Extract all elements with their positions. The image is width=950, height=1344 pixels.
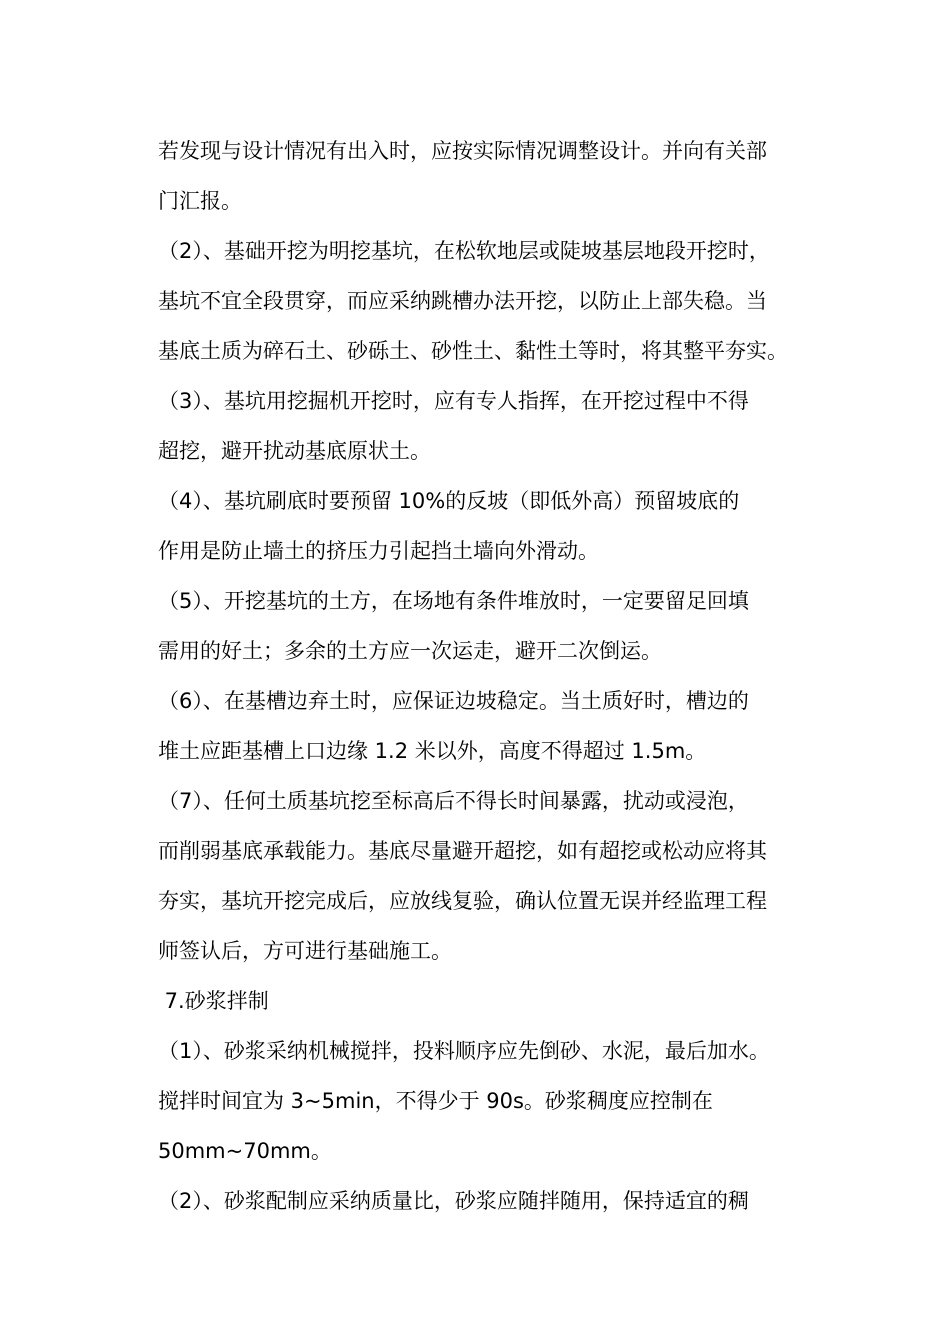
- text-line: 基坑不宜全段贯穿，而应采纳跳槽办法开挖，以防止上部失稳。当: [158, 289, 767, 313]
- text-line: （3）、基坑用挖掘机开挖时，应有专人指挥，在开挖过程中不得: [158, 389, 749, 413]
- text-line: 夯实，基坑开挖完成后，应放线复验，确认位置无误并经监理工程: [158, 889, 767, 913]
- text-line: 若发现与设计情况有出入时，应按实际情况调整设计。并向有关部: [158, 139, 767, 163]
- text-line: （1）、砂浆采纳机械搅拌，投料顺序应先倒砂、水泥，最后加水。: [158, 1039, 770, 1063]
- text-line: 搅拌时间宜为 3~5min，不得少于 90s。砂浆稠度应控制在: [158, 1089, 713, 1113]
- text-line: 而削弱基底承载能力。基底尽量避开超挖，如有超挖或松动应将其: [158, 839, 767, 863]
- section-heading: 7.砂浆拌制: [158, 989, 269, 1013]
- body-text: [158, 126, 828, 1226]
- text-line: （2）、基础开挖为明挖基坑，在松软地层或陡坡基层地段开挖时，: [158, 239, 770, 263]
- text-line: 需用的好土；多余的土方应一次运走，避开二次倒运。: [158, 639, 662, 663]
- text-line: （2）、砂浆配制应采纳质量比，砂浆应随拌随用，保持适宜的稠: [158, 1189, 749, 1213]
- text-line: （7）、任何土质基坑挖至标高后不得长时间暴露，扰动或浸泡，: [158, 789, 749, 813]
- text-line: （4）、基坑刷底时要预留 10%的反坡（即低外高）预留坡底的: [158, 489, 740, 513]
- text-line: 基底土质为碎石土、砂砾土、砂性土、黏性土等时，将其整平夯实。: [158, 339, 788, 363]
- text-line: （5）、开挖基坑的土方，在场地有条件堆放时，一定要留足回填: [158, 589, 749, 613]
- text-line: 50mm~70mm。: [158, 1139, 332, 1163]
- text-line: 堆土应距基槽上口边缘 1.2 米以外，高度不得超过 1.5m。: [158, 739, 707, 763]
- text-line: 作用是防止墙土的挤压力引起挡土墙向外滑动。: [158, 539, 599, 563]
- text-line: 师签认后，方可进行基础施工。: [158, 939, 452, 963]
- text-line: 超挖，避开扰动基底原状土。: [158, 439, 431, 463]
- text-line: 门汇报。: [158, 189, 242, 213]
- text-line: （6）、在基槽边弃土时，应保证边坡稳定。当土质好时，槽边的: [158, 689, 749, 713]
